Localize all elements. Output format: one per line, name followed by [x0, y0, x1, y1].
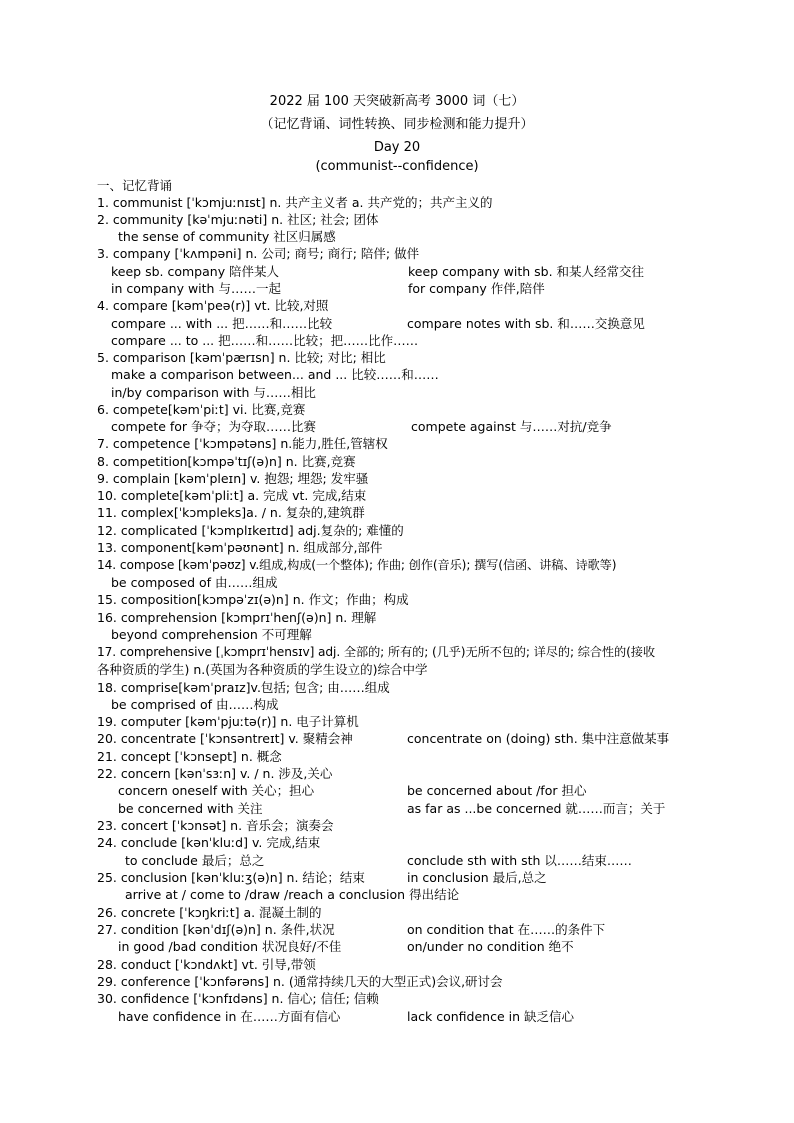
- phrase-compete-for: compete for 争夺；为夺取……比赛: [111, 419, 317, 434]
- word-range: (communist--confidence): [315, 159, 479, 174]
- entry-conference: 29. conference [ˈkɔnfərəns] n. (通常持续几天的大型正式)会议,研讨会: [97, 974, 503, 989]
- entry-concern: 22. concern [kənˈsɜːn] v. / n. 涉及,关心: [97, 766, 333, 781]
- entry-compare: 4. compare [kəmˈpeə(r)] vt. 比较,对照: [97, 298, 329, 313]
- entry-component: 13. component[kəmˈpəʊnənt] n. 组成部分,部件: [97, 540, 383, 555]
- entry-conclude: 24. conclude [kənˈkluːd] v. 完成,结束: [97, 835, 321, 850]
- phrase-compare-notes: compare notes with sb. 和……交换意见: [407, 316, 645, 331]
- phrase-in-comparison-with: in/by comparison with 与……相比: [111, 385, 316, 400]
- entry-conclusion: 25. conclusion [kənˈkluːʒ(ə)n] n. 结论；结束: [97, 870, 365, 885]
- entry-compose: 14. compose [kəmˈpəʊz] v.组成,构成(一个整体); 作曲; 创作(音乐); 撰写(信函、讲稿、诗歌等): [97, 558, 617, 572]
- entry-complete: 10. complete[kəmˈpliːt] a. 完成 vt. 完成,结束: [97, 488, 367, 503]
- document-subtitle: （记忆背诵、词性转换、同步检测和能力提升）: [260, 117, 534, 132]
- entry-competition: 8. competition[kɔmpəˈtɪʃ(ə)n] n. 比赛,竞赛: [97, 454, 356, 469]
- phrase-in-good-condition: in good /bad condition 状况良好/不佳: [118, 939, 342, 954]
- phrase-sense-of-community: the sense of community 社区归属感: [118, 229, 336, 244]
- entry-composition: 15. composition[kɔmpəˈzɪ(ə)n] n. 作文；作曲；构成: [97, 592, 409, 607]
- entry-competence: 7. competence [ˈkɔmpətəns] n.能力,胜任,管辖权: [97, 436, 388, 451]
- phrase-compete-against: compete against 与……对抗/竞争: [411, 419, 612, 434]
- entry-confidence: 30. confidence [ˈkɔnfɪdəns] n. 信心; 信任; 信赖: [97, 991, 379, 1006]
- phrase-beyond-comprehension: beyond comprehension 不可理解: [111, 627, 312, 642]
- entry-community: 2. community [kəˈmjuːnəti] n. 社区; 社会; 团体: [97, 212, 379, 227]
- phrase-conclude-sth-with: conclude sth with sth 以……结束……: [407, 853, 632, 868]
- phrase-under-no-condition: on/under no condition 绝不: [407, 939, 574, 954]
- section-title: 一、记忆背诵: [97, 178, 173, 193]
- document-title: 2022 届 100 天突破新高考 3000 词（七）: [269, 94, 525, 109]
- phrase-concern-oneself-with: concern oneself with 关心；担心: [118, 783, 315, 798]
- phrase-as-far-as-concerned: as far as ...be concerned 就……而言；关于: [407, 801, 666, 816]
- entry-company: 3. company [ˈkʌmpəni] n. 公司; 商号; 商行; 陪伴; 做伴: [97, 246, 420, 261]
- phrase-be-composed-of: be composed of 由……组成: [111, 575, 278, 590]
- entry-comparison: 5. comparison [kəmˈpærɪsn] n. 比较; 对比; 相比: [97, 350, 386, 365]
- entry-concentrate: 20. concentrate [ˈkɔnsəntreɪt] v. 聚精会神: [97, 731, 353, 746]
- phrase-concentrate-on: concentrate on (doing) sth. 集中注意做某事: [407, 731, 670, 746]
- phrase-be-comprised-of: be comprised of 由……构成: [111, 697, 279, 712]
- phrase-keep-sb-company: keep sb. company 陪伴某人: [111, 264, 280, 279]
- entry-conduct: 28. conduct [ˈkɔndʌkt] vt. 引导,带领: [97, 957, 316, 972]
- entry-concrete: 26. concrete [ˈkɔŋkriːt] a. 混凝土制的: [97, 905, 322, 920]
- phrase-be-concerned-about: be concerned about /for 担心: [407, 783, 587, 798]
- entry-concept: 21. concept [ˈkɔnsept] n. 概念: [97, 749, 282, 764]
- phrase-reach-conclusion: arrive at / come to /draw /reach a conclusion 得出结论: [125, 887, 460, 902]
- entry-complicated: 12. complicated [ˈkɔmplɪkeɪtɪd] adj.复杂的; 难懂的: [97, 523, 404, 538]
- phrase-lack-confidence-in: lack confidence in 缺乏信心: [407, 1009, 574, 1024]
- entry-comprise: 18. comprise[kəmˈpraɪz]v.包括; 包含; 由……组成: [97, 680, 390, 695]
- entry-complain: 9. complain [kəmˈpleɪn] v. 抱怨; 埋怨; 发牢骚: [97, 471, 369, 486]
- phrase-keep-company-with: keep company with sb. 和某人经常交往: [408, 264, 645, 279]
- entry-computer: 19. computer [kəmˈpjuːtə(r)] n. 电子计算机: [97, 714, 359, 729]
- entry-comprehensive-cont: 各种资质的学生) n.(英国为各种资质的学生设立的)综合中学: [97, 662, 428, 677]
- entry-condition: 27. condition [kənˈdɪʃ(ə)n] n. 条件,状况: [97, 922, 335, 937]
- entry-concert: 23. concert [ˈkɔnsət] n. 音乐会；演奏会: [97, 818, 334, 833]
- phrase-compare-with: compare ... with ... 把……和……比较: [111, 316, 333, 331]
- phrase-in-conclusion: in conclusion 最后,总之: [407, 870, 547, 885]
- phrase-in-company-with: in company with 与……一起: [111, 281, 281, 296]
- phrase-have-confidence-in: have confidence in 在……方面有信心: [118, 1009, 341, 1024]
- day-label: Day 20: [373, 140, 421, 155]
- phrase-on-condition-that: on condition that 在……的条件下: [407, 922, 606, 937]
- entry-compete: 6. compete[kəmˈpiːt] vi. 比赛,竞赛: [97, 402, 306, 417]
- entry-comprehensive: 17. comprehensive [ˌkɔmprɪˈhensɪv] adj. 全部的; 所有的; (几乎)无所不包的; 详尽的; 综合性的(接收: [97, 645, 655, 659]
- entry-complex: 11. complex[ˈkɔmpleks]a. / n. 复杂的,建筑群: [97, 505, 365, 520]
- phrase-be-concerned-with: be concerned with 关注: [118, 801, 263, 816]
- entry-communist: 1. communist [ˈkɔmjuːnɪst] n. 共产主义者 a. 共产党的；共产主义的: [97, 195, 493, 210]
- entry-comprehension: 16. comprehension [kɔmprɪˈhenʃ(ə)n] n. 理解: [97, 610, 377, 625]
- phrase-to-conclude: to conclude 最后；总之: [125, 853, 265, 868]
- phrase-for-company: for company 作伴,陪伴: [408, 281, 545, 296]
- phrase-make-comparison: make a comparison between... and ... 比较……和……: [111, 367, 439, 382]
- phrase-compare-to: compare ... to ... 把……和……比较；把……比作……: [111, 333, 419, 348]
